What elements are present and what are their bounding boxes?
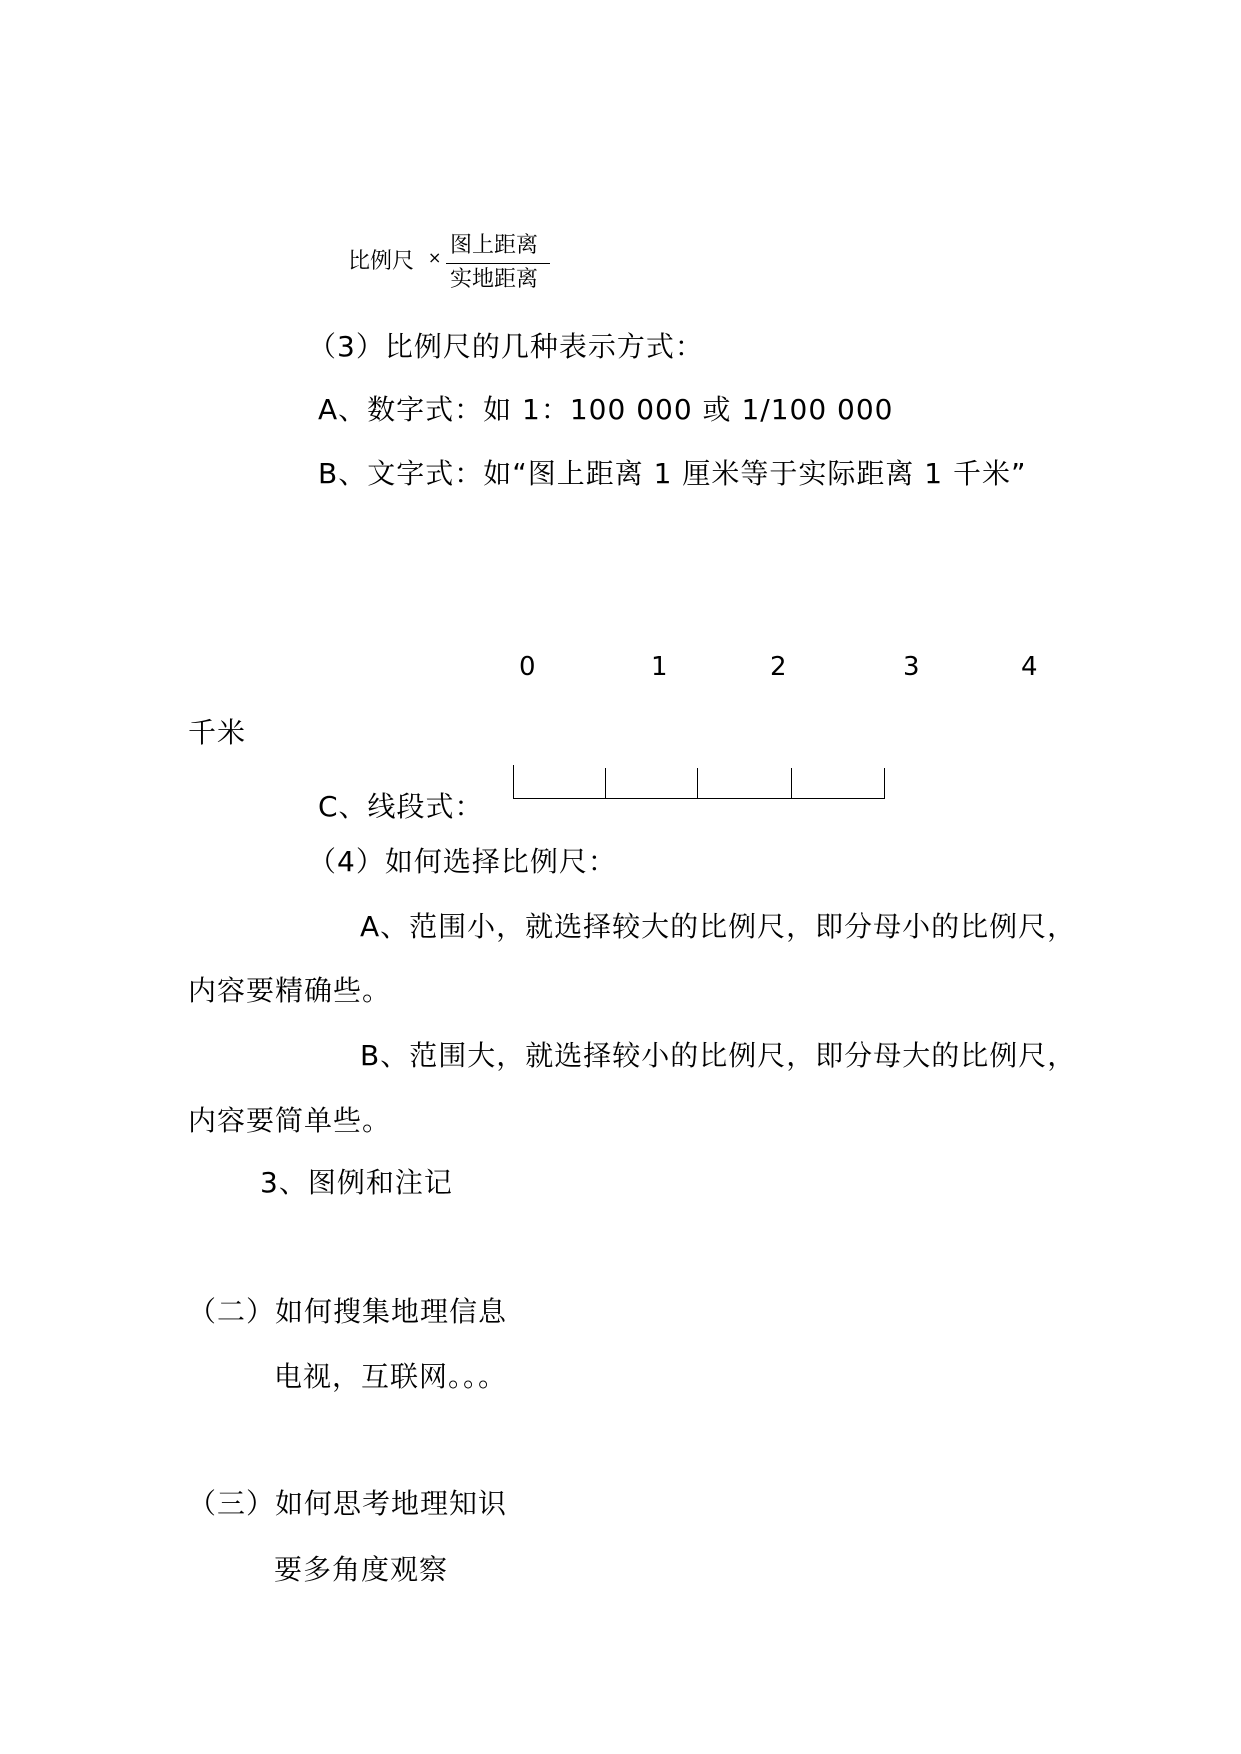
part3-body: 要多角度观察 bbox=[274, 1553, 449, 1586]
multiply-icon: × bbox=[428, 248, 442, 267]
scale-tick-label: 3 bbox=[903, 652, 920, 682]
scale-tick-label: 2 bbox=[770, 652, 787, 682]
scale-bar-tick bbox=[791, 768, 792, 799]
scale-bar-baseline bbox=[513, 798, 885, 799]
fraction-bar bbox=[446, 263, 550, 264]
section3-heading: （3）比例尺的几种表示方式： bbox=[308, 330, 704, 363]
part2-body: 电视，互联网。。。 bbox=[274, 1360, 508, 1393]
scale-bar-label: C、线段式： bbox=[318, 790, 484, 823]
section4-item-b-line2: 内容要简单些。 bbox=[188, 1104, 392, 1137]
scale-bar-tick bbox=[884, 768, 885, 799]
scale-tick-label: 0 bbox=[519, 652, 536, 682]
scale-tick-label: 1 bbox=[651, 652, 668, 682]
section4-item-a-line2: 内容要精确些。 bbox=[188, 974, 392, 1007]
section3-item-a: A、数字式：如 1：100 000 或 1/100 000 bbox=[318, 393, 894, 426]
formula-numerator: 图上距离 bbox=[450, 233, 539, 258]
formula-label: 比例尺 bbox=[348, 249, 415, 274]
point3-heading: 3、图例和注记 bbox=[260, 1166, 453, 1199]
section3-item-b: B、文字式：如“图上距离 1 厘米等于实际距离 1 千米” bbox=[318, 457, 1027, 490]
scale-bar-tick bbox=[605, 768, 606, 799]
formula-denominator: 实地距离 bbox=[450, 267, 539, 292]
section4-item-b-line1: B、范围大，就选择较小的比例尺，即分母大的比例尺， bbox=[360, 1039, 1077, 1072]
section4-heading: （4）如何选择比例尺： bbox=[308, 845, 617, 878]
scale-tick-label: 4 bbox=[1021, 652, 1038, 682]
scale-bar-tick bbox=[513, 765, 514, 799]
scale-bar-tick bbox=[697, 768, 698, 799]
scale-unit: 千米 bbox=[188, 716, 247, 749]
part2-heading: （二）如何搜集地理信息 bbox=[188, 1295, 508, 1328]
section4-item-a-line1: A、范围小，就选择较大的比例尺，即分母小的比例尺， bbox=[360, 910, 1077, 943]
part3-heading: （三）如何思考地理知识 bbox=[188, 1487, 508, 1520]
